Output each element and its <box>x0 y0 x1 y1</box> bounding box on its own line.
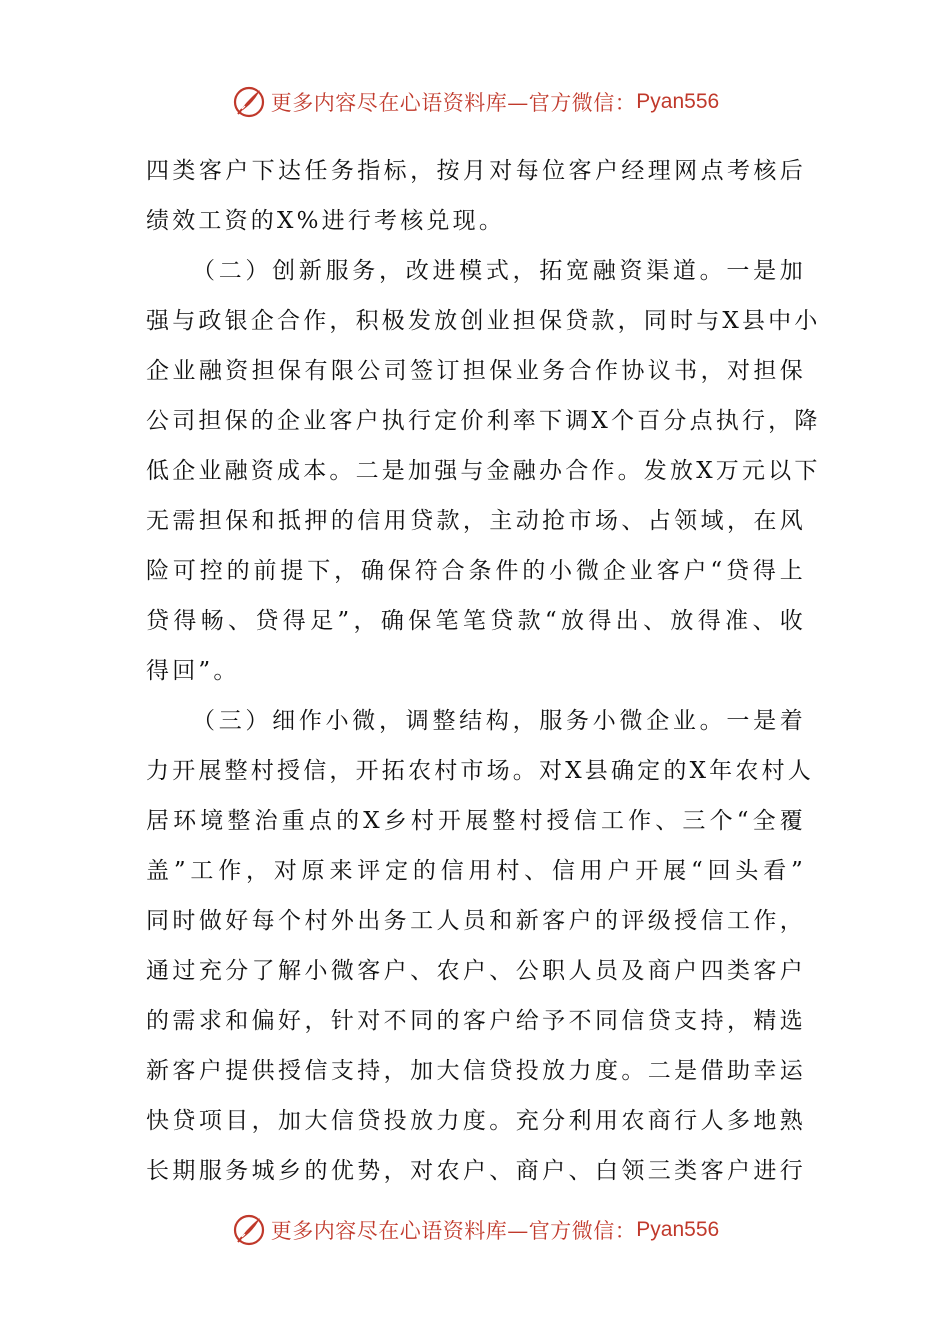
header-watermark <box>0 80 950 124</box>
paragraph-start-line: （三）细作小微，调整结构，服务小微企业。一是着 <box>192 708 806 734</box>
watermark-text: 更多内容尽在心语资料库—官方微信： <box>270 1219 637 1243</box>
text-line: 快贷项目，加大信贷投放力度。充分利用农商行人多地熟 <box>146 1108 806 1134</box>
text-line: 新客户提供授信支持，加大信贷投放力度。二是借助幸运 <box>146 1058 806 1084</box>
text-line: 力开展整村授信，开拓农村市场。对X县确定的X年农村人 <box>146 758 814 784</box>
paragraph-start-line: （二）创新服务，改进模式，拓宽融资渠道。一是加 <box>192 258 806 284</box>
watermark-wechat-id: Pyan556 <box>636 1218 720 1241</box>
text-line: 低企业融资成本。二是加强与金融办合作。发放X万元以下 <box>146 458 821 484</box>
text-line: 强与政银企合作，积极发放创业担保贷款，同时与X县中小 <box>146 308 821 334</box>
text-line: 险可控的前提下，确保符合条件的小微企业客户“贷得上 <box>146 558 806 584</box>
text-line: 无需担保和抵押的信用贷款，主动抢市场、占领域，在风 <box>146 508 806 534</box>
text-line: 绩效工资的X%进行考核兑现。 <box>146 208 506 234</box>
text-line: 居环境整治重点的X乡村开展整村授信工作、三个“全覆 <box>146 808 806 834</box>
text-line: 公司担保的企业客户执行定价利率下调X个百分点执行，降 <box>146 408 821 434</box>
quill-logo-icon <box>231 84 267 120</box>
text-line: 贷得畅、贷得足”，确保笔笔贷款“放得出、放得准、收 <box>146 608 806 634</box>
text-line: 四类客户下达任务指标，按月对每位客户经理网点考核后 <box>146 158 806 184</box>
text-line: 得回”。 <box>146 658 240 684</box>
watermark-text: 更多内容尽在心语资料库—官方微信： <box>270 91 637 115</box>
text-line: 的需求和偏好，针对不同的客户给予不同信贷支持，精选 <box>146 1008 806 1034</box>
text-line: 同时做好每个村外出务工人员和新客户的评级授信工作， <box>146 908 806 934</box>
quill-logo-icon <box>231 1212 267 1248</box>
text-line: 通过充分了解小微客户、农户、公职人员及商户四类客户 <box>146 958 806 984</box>
footer-watermark <box>0 1208 950 1252</box>
text-line: 企业融资担保有限公司签订担保业务合作协议书，对担保 <box>146 358 806 384</box>
text-line: 盖”工作，对原来评定的信用村、信用户开展“回头看” <box>146 858 806 884</box>
text-line: 长期服务城乡的优势，对农户、商户、白领三类客户进行 <box>146 1158 806 1184</box>
document-body <box>146 146 821 1196</box>
watermark-wechat-id: Pyan556 <box>636 90 720 113</box>
